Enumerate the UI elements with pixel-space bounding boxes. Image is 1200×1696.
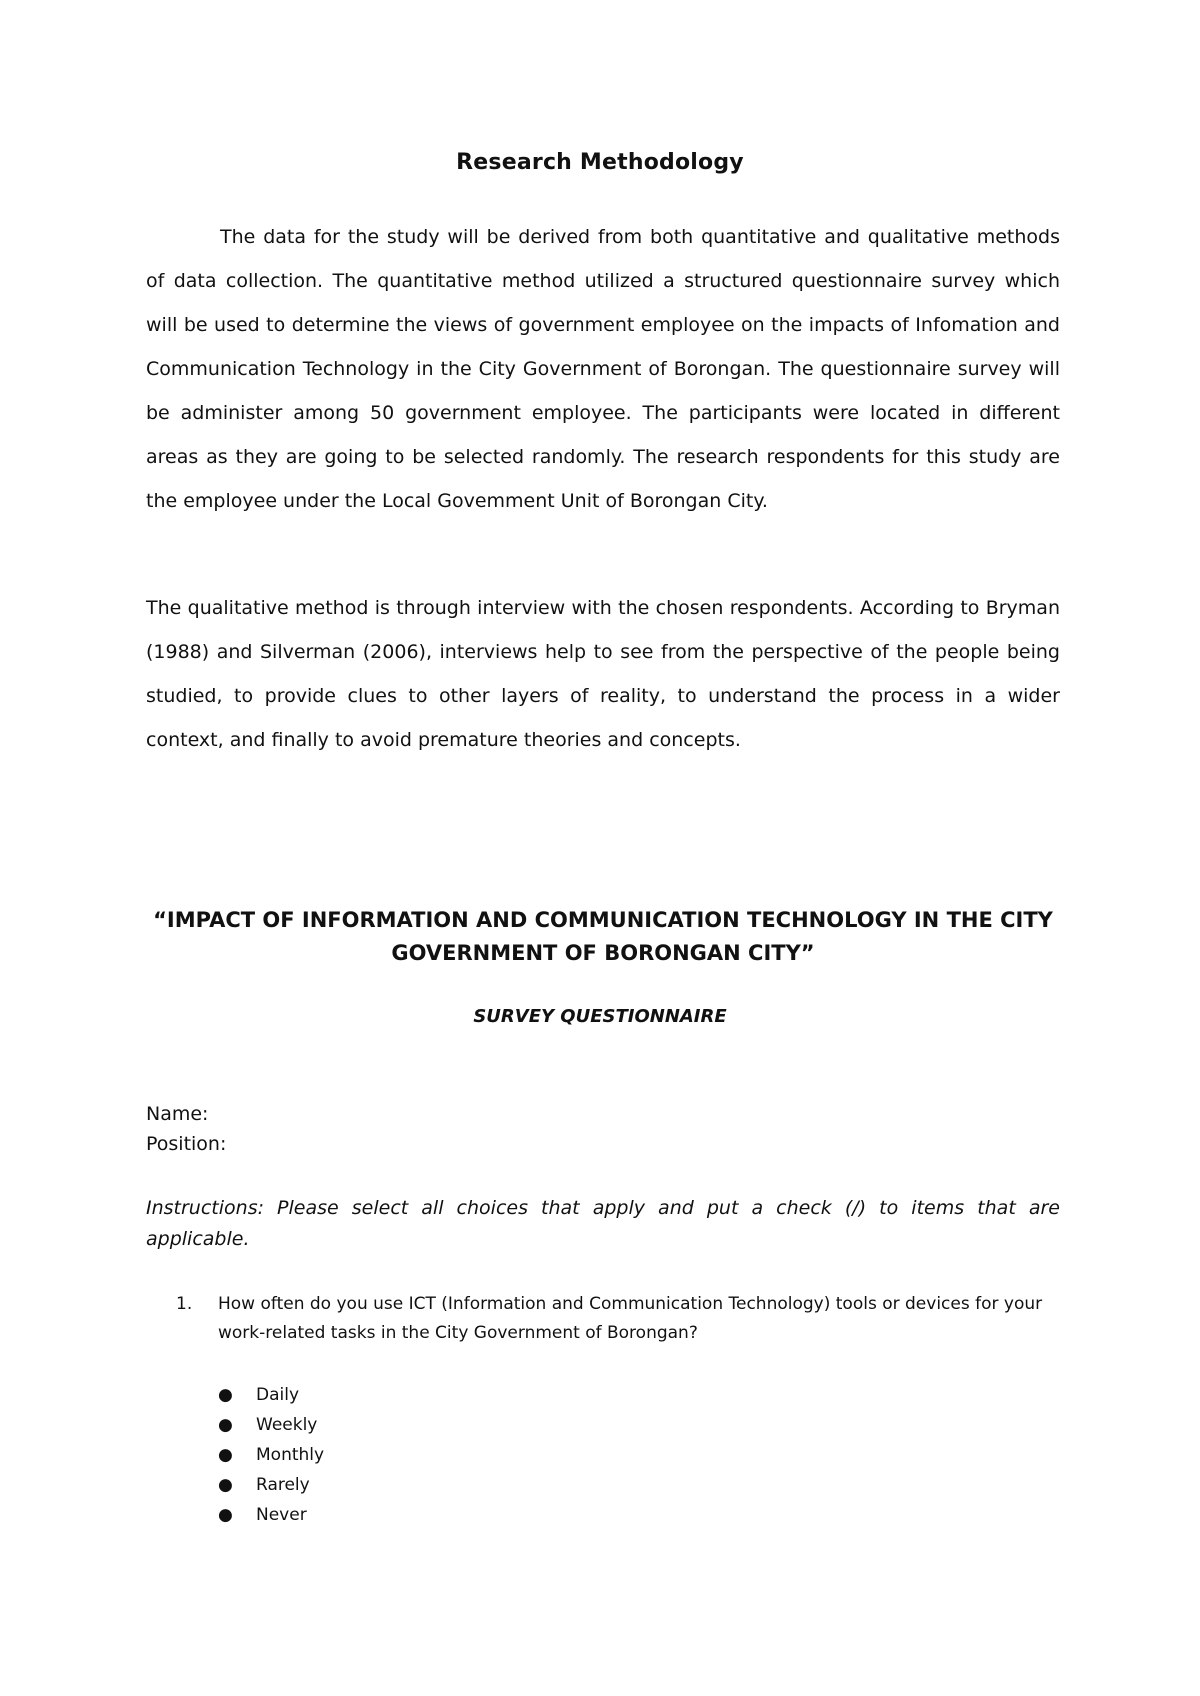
methodology-paragraph-2: The qualitative method is through interview with the chosen respondents. According to Bryman (1988) and Silverman (2006), interviews help to see from the perspective of the people being studied, to provide clues to other layers of reality, to understand the process in a wider context, and finally to avoid premature theories and concepts. bbox=[146, 597, 1060, 751]
option-daily[interactable] bbox=[218, 1380, 324, 1410]
name-field-label: Name: bbox=[146, 1103, 209, 1125]
bullet-icon: ● bbox=[218, 1445, 233, 1465]
bullet-icon: ● bbox=[218, 1415, 233, 1435]
instructions-text: Instructions: Please select all choices that apply and put a check (/) to items that are applicable. bbox=[146, 1197, 1060, 1250]
option-weekly[interactable] bbox=[218, 1410, 324, 1440]
option-label: Rarely bbox=[256, 1475, 310, 1495]
option-rarely[interactable] bbox=[218, 1470, 324, 1500]
survey-subtitle: SURVEY QUESTIONNAIRE bbox=[473, 1006, 727, 1027]
position-field-label: Position: bbox=[146, 1133, 227, 1155]
question-text: How often do you use ICT (Information and Communication Technology) tools or devices for your work-related tasks in the City Government of Borongan? bbox=[218, 1294, 1043, 1343]
methodology-paragraph-1: The data for the study will be derived from both quantitative and qualitative methods of data collection. The quantitative method utilized a structured questionnaire survey which will be used to determine the views of government employee on the impacts of Infomation and Communication Technology in the City Government of Borongan. The questionnaire survey will be administer among 50 government employee. The participants were located in different areas as they are going to be selected randomly. The research respondents for this study are the employee under the Local Govemment Unit of Borongan City. bbox=[146, 226, 1060, 512]
question-1-options bbox=[218, 1380, 324, 1530]
question-1 bbox=[176, 1290, 1060, 1348]
option-never[interactable] bbox=[218, 1500, 324, 1530]
option-monthly[interactable] bbox=[218, 1440, 324, 1470]
bullet-icon: ● bbox=[218, 1475, 233, 1495]
survey-title: “IMPACT OF INFORMATION AND COMMUNICATION TECHNOLOGY IN THE CITY GOVERNMENT OF BORONGAN CITY” bbox=[153, 908, 1053, 965]
option-label: Daily bbox=[256, 1385, 300, 1405]
question-number: 1. bbox=[176, 1294, 193, 1314]
page-title: Research Methodology bbox=[456, 150, 744, 175]
option-label: Weekly bbox=[256, 1415, 318, 1435]
bullet-icon: ● bbox=[218, 1505, 233, 1525]
option-label: Never bbox=[256, 1505, 307, 1525]
bullet-icon: ● bbox=[218, 1385, 233, 1405]
option-label: Monthly bbox=[256, 1445, 325, 1465]
